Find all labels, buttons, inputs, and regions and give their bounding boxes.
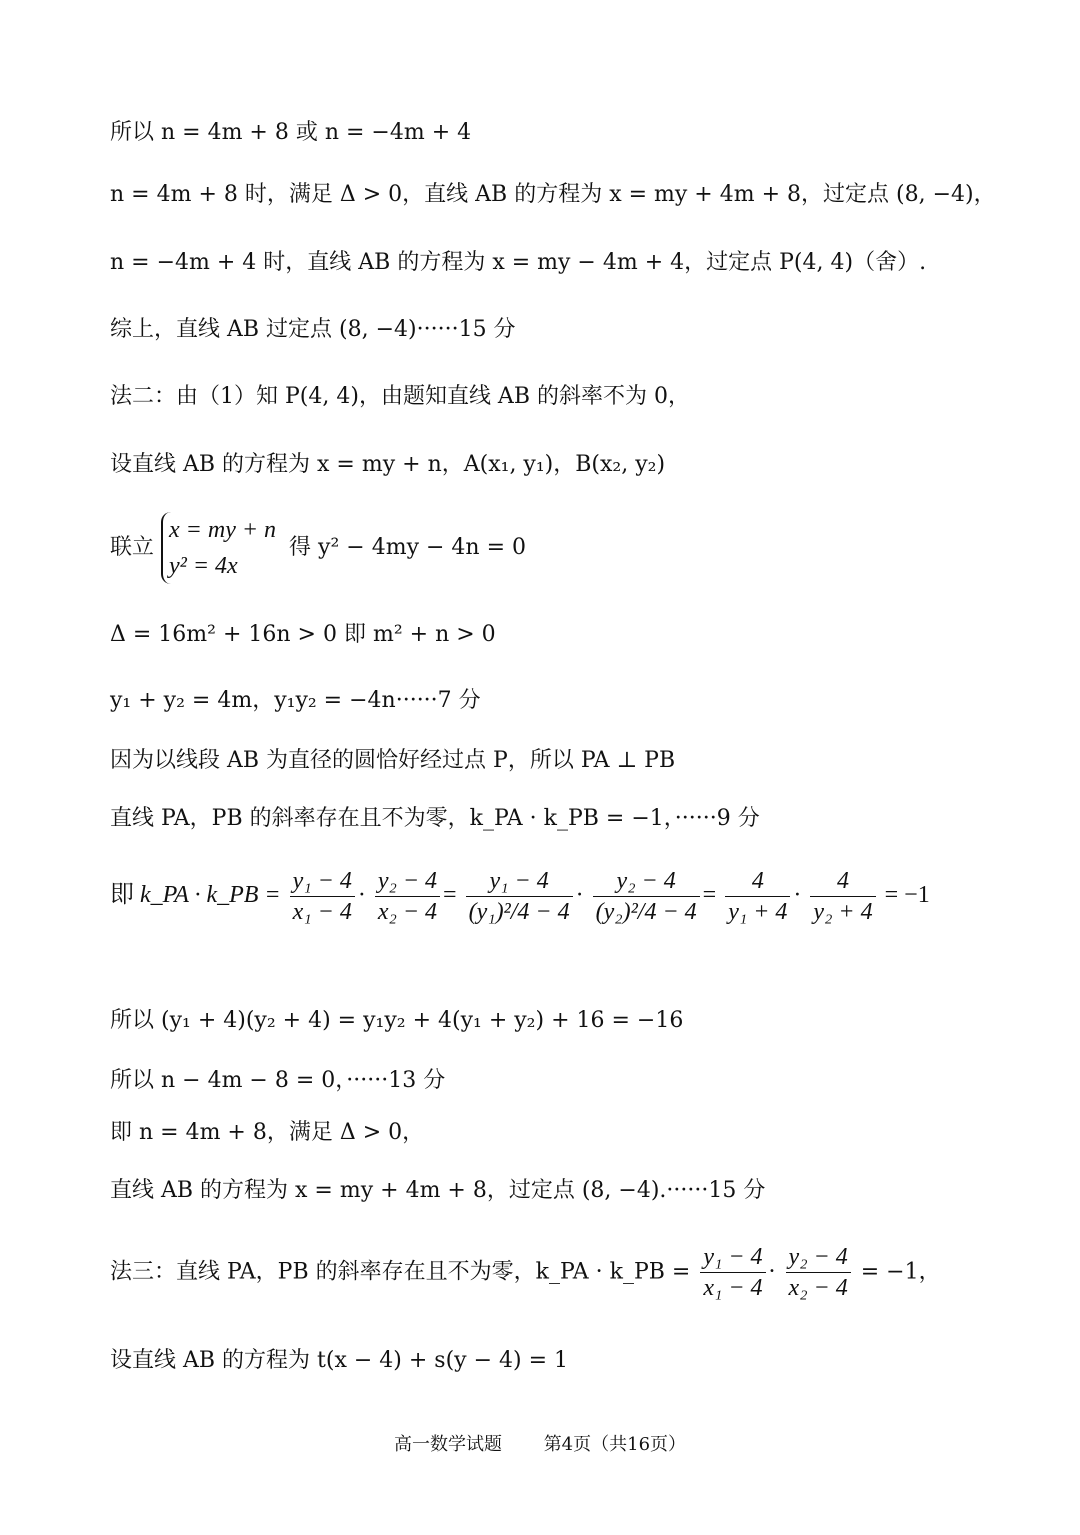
footer-page-number: 第4页（共16页） bbox=[543, 1434, 687, 1455]
numerator: 4 bbox=[725, 866, 790, 897]
system-result: 得 y² − 4my − 4n = 0 bbox=[289, 535, 526, 560]
line-text: Δ = 16m² + 16n > 0 即 m² + n > 0 bbox=[110, 622, 496, 647]
method-three-text: 法三：直线 PA，PB 的斜率存在且不为零，k_PA · k_PB = bbox=[110, 1259, 691, 1285]
denominator: (y₁)²/4 − 4 bbox=[468, 899, 570, 925]
eq-prefix: 即 bbox=[110, 882, 134, 909]
line-text: 因为以线段 AB 为直径的圆恰好经过点 P，所以 PA ⊥ PB bbox=[110, 748, 676, 773]
line-text: 即 n = 4m + 8，满足 Δ > 0， bbox=[110, 1120, 425, 1145]
solution-line-16 bbox=[110, 1176, 765, 1206]
fraction bbox=[290, 866, 355, 927]
denominator: x₁ − 4 bbox=[703, 1275, 763, 1301]
system-prefix: 联立 bbox=[110, 535, 155, 560]
fraction bbox=[700, 1242, 765, 1303]
numerator: y₂ − 4 bbox=[375, 866, 440, 897]
numerator: y₁ − 4 bbox=[466, 866, 573, 897]
fraction bbox=[466, 866, 573, 927]
line-text: 综上，直线 AB 过定点 (8, −4)······15 分 bbox=[110, 317, 516, 342]
eq-result: = −1， bbox=[860, 1259, 941, 1285]
line-text: 设直线 AB 的方程为 t(x − 4) + s(y − 4) = 1 bbox=[110, 1348, 569, 1373]
solution-line-13 bbox=[110, 1006, 683, 1036]
line-text: 直线 AB 的方程为 x = my + 4m + 8，过定点 (8, −4).······15 分 bbox=[110, 1178, 766, 1203]
eq-lhs: k_PA · k_PB = bbox=[140, 882, 281, 909]
numerator: y₁ − 4 bbox=[700, 1242, 765, 1273]
solution-line-18 bbox=[110, 1346, 568, 1376]
denominator: y₂ + 4 bbox=[813, 899, 873, 925]
eq-result: = −1 bbox=[884, 882, 930, 909]
line-text: 法二：由（1）知 P(4, 4)，由题知直线 AB 的斜率不为 0， bbox=[110, 384, 690, 409]
line-text: 直线 PA，PB 的斜率存在且不为零，k_PA · k_PB = −1，······9 分 bbox=[110, 806, 760, 831]
solution-line-14 bbox=[110, 1066, 445, 1096]
solution-line-8 bbox=[110, 620, 496, 650]
solution-line-2 bbox=[110, 180, 996, 210]
slope-product-equation: 即 k_PA · k_PB = $\frac{\text{y₁ − 4}}{\text{x₁ − 4}}$ · $\frac{\text{y₂ − 4}}{\text{x₂ − 4}}$ = $\frac{\text{y₁ − 4}}{\text{(y₁)²/4 − 4}}$ · $\frac{\text{y₂ − 4}}{\text{(y₂)²/4 − 4}}$ = $\frac{4}{\text{y₁ + 4}}$ · $\frac{4}{\text{y₂ + 4}}$ = −1 bbox=[110, 868, 930, 925]
fraction bbox=[725, 866, 790, 927]
denominator: x₂ − 4 bbox=[788, 1275, 848, 1301]
fraction bbox=[810, 866, 875, 927]
line-text: n = 4m + 8 时，满足 Δ > 0，直线 AB 的方程为 x = my + 4m + 8，过定点 (8, −4)， bbox=[110, 182, 996, 207]
system-eq-2: y² = 4x bbox=[169, 553, 238, 579]
numerator: y₂ − 4 bbox=[593, 866, 700, 897]
solution-line-3 bbox=[110, 248, 926, 278]
fraction bbox=[593, 866, 700, 927]
equation-system bbox=[161, 512, 276, 584]
page-footer bbox=[0, 1430, 1080, 1456]
solution-line-1 bbox=[110, 118, 471, 148]
denominator: y₁ + 4 bbox=[728, 899, 788, 925]
numerator: y₁ − 4 bbox=[290, 866, 355, 897]
method-two-heading bbox=[110, 382, 690, 412]
solution-line-11 bbox=[110, 804, 760, 834]
solution-line-10 bbox=[110, 746, 675, 776]
fraction bbox=[786, 1242, 851, 1303]
line-text: 所以 (y₁ + 4)(y₂ + 4) = y₁y₂ + 4(y₁ + y₂) + 16 = −16 bbox=[110, 1008, 684, 1033]
system-of-equations bbox=[110, 512, 526, 584]
line-text: 所以 n − 4m − 8 = 0，······13 分 bbox=[110, 1068, 446, 1093]
denominator: x₂ − 4 bbox=[377, 899, 438, 925]
line-text: y₁ + y₂ = 4m，y₁y₂ = −4n······7 分 bbox=[110, 688, 481, 713]
line-text: n = −4m + 4 时，直线 AB 的方程为 x = my − 4m + 4，过定点 P(4, 4)（舍）. bbox=[110, 250, 927, 275]
line-text: 所以 n = 4m + 8 或 n = −4m + 4 bbox=[110, 120, 472, 145]
numerator: y₂ − 4 bbox=[786, 1242, 851, 1273]
solution-line-9 bbox=[110, 686, 481, 716]
method-three-heading: 法三：直线 PA，PB 的斜率存在且不为零，k_PA · k_PB = $\frac{\text{y₁ − 4}}{\text{x₁ − 4}}$ · $\frac{\text{y₂ − 4}}{\text{x₂ − 4}}$ = −1， bbox=[110, 1244, 941, 1301]
solution-line-4 bbox=[110, 315, 516, 345]
system-eq-1: x = my + n bbox=[169, 517, 277, 543]
solution-line-15 bbox=[110, 1118, 424, 1148]
numerator: 4 bbox=[810, 866, 875, 897]
solution-line-6 bbox=[110, 450, 665, 480]
line-text: 设直线 AB 的方程为 x = my + n，A(x₁, y₁)，B(x₂, y₂) bbox=[110, 452, 666, 477]
denominator: (y₂)²/4 − 4 bbox=[595, 899, 697, 925]
footer-title: 高一数学试题 bbox=[393, 1434, 502, 1455]
fraction bbox=[375, 866, 440, 927]
denominator: x₁ − 4 bbox=[292, 899, 352, 925]
